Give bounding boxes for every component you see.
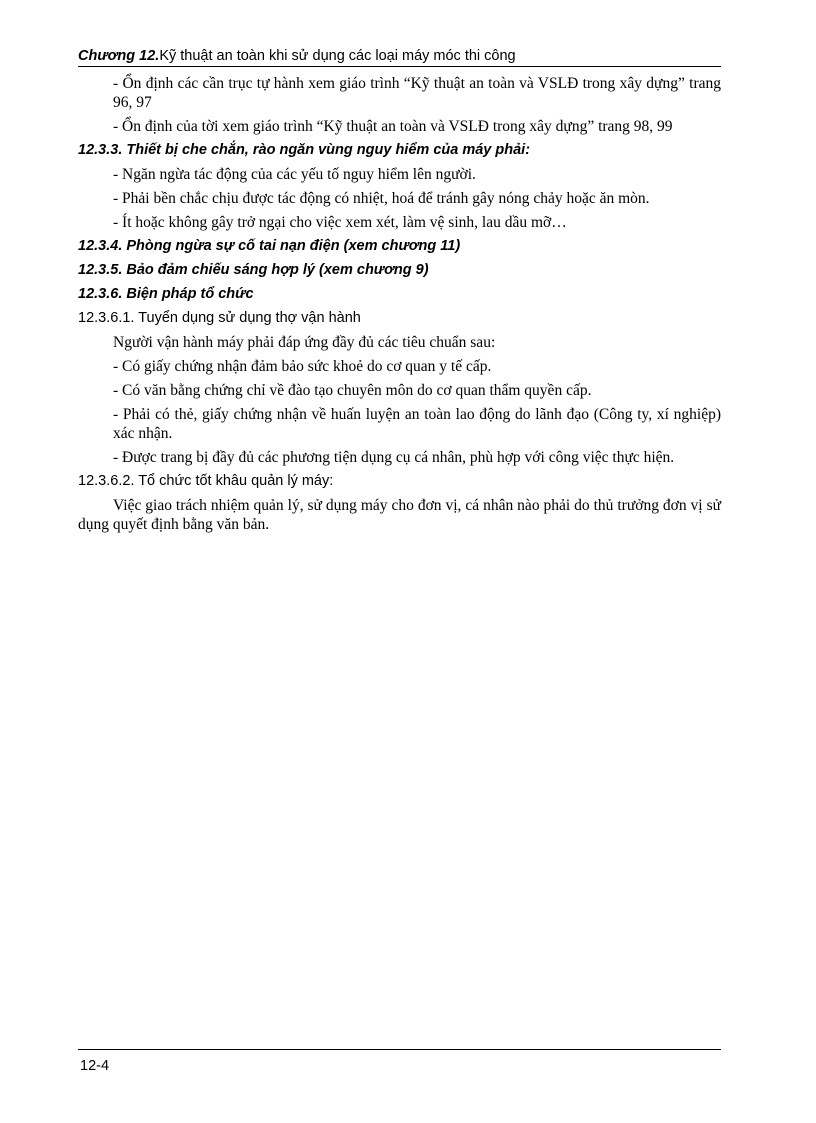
paragraph: - Phải có thẻ, giấy chứng nhận về huấn luyện an toàn lao động do lãnh đạo (Công ty, xí nghiệp) xác nhận. [113,406,721,442]
paragraph: - Được trang bị đầy đủ các phương tiện dụng cụ cá nhân, phù hợp với công việc thực hiện. [113,449,675,466]
page-number: 12-4 [80,1058,110,1074]
subsection-heading: 12.3.6.2. Tổ chức tốt khâu quản lý máy: [78,473,334,489]
chapter-label: Chương 12. [78,48,160,64]
section-heading: 12.3.6. Biện pháp tổ chức [78,286,254,302]
footer-divider [78,1049,721,1050]
section-heading: 12.3.3. Thiết bị che chắn, rào ngăn vùng nguy hiểm của máy phải: [78,142,531,158]
section-heading: 12.3.4. Phòng ngừa sự cố tai nạn điện (xem chương 11) [78,238,461,254]
paragraph: Việc giao trách nhiệm quản lý, sử dụng máy cho đơn vị, cá nhân nào phải do thủ trưởng đơn vị sử dụng quyết định bằng văn bản. [78,497,721,533]
paragraph: - Phải bền chắc chịu được tác động có nhiệt, hoá để tránh gây nóng chảy hoặc ăn mòn. [113,190,650,207]
subsection-heading: 12.3.6.1. Tuyển dụng sử dụng thợ vận hành [78,310,361,326]
paragraph: - Ổn định của tời xem giáo trình “Kỹ thuật an toàn và VSLĐ trong xây dựng” trang 98, 99 [113,118,673,135]
paragraph: - Ngăn ngừa tác động của các yếu tố nguy hiểm lên người. [113,166,476,183]
section-heading: 12.3.5. Bảo đảm chiếu sáng hợp lý (xem chương 9) [78,262,429,278]
paragraph: - Có giấy chứng nhận đảm bảo sức khoẻ do cơ quan y tế cấp. [113,358,492,375]
page-content [78,74,721,539]
paragraph: - Ổn định các cần trục tự hành xem giáo trình “Kỹ thuật an toàn và VSLĐ trong xây dựng” trang 96, 97 [113,75,721,111]
page-header [78,48,721,67]
paragraph: - Ít hoặc không gây trở ngại cho việc xem xét, làm vệ sinh, lau dầu mỡ… [113,214,567,231]
paragraph: Người vận hành máy phải đáp ứng đầy đủ các tiêu chuẩn sau: [113,334,496,351]
chapter-title: Kỹ thuật an toàn khi sử dụng các loại máy móc thi công [159,48,516,64]
paragraph: - Có văn bằng chứng chỉ về đào tạo chuyên môn do cơ quan thẩm quyền cấp. [113,382,592,399]
